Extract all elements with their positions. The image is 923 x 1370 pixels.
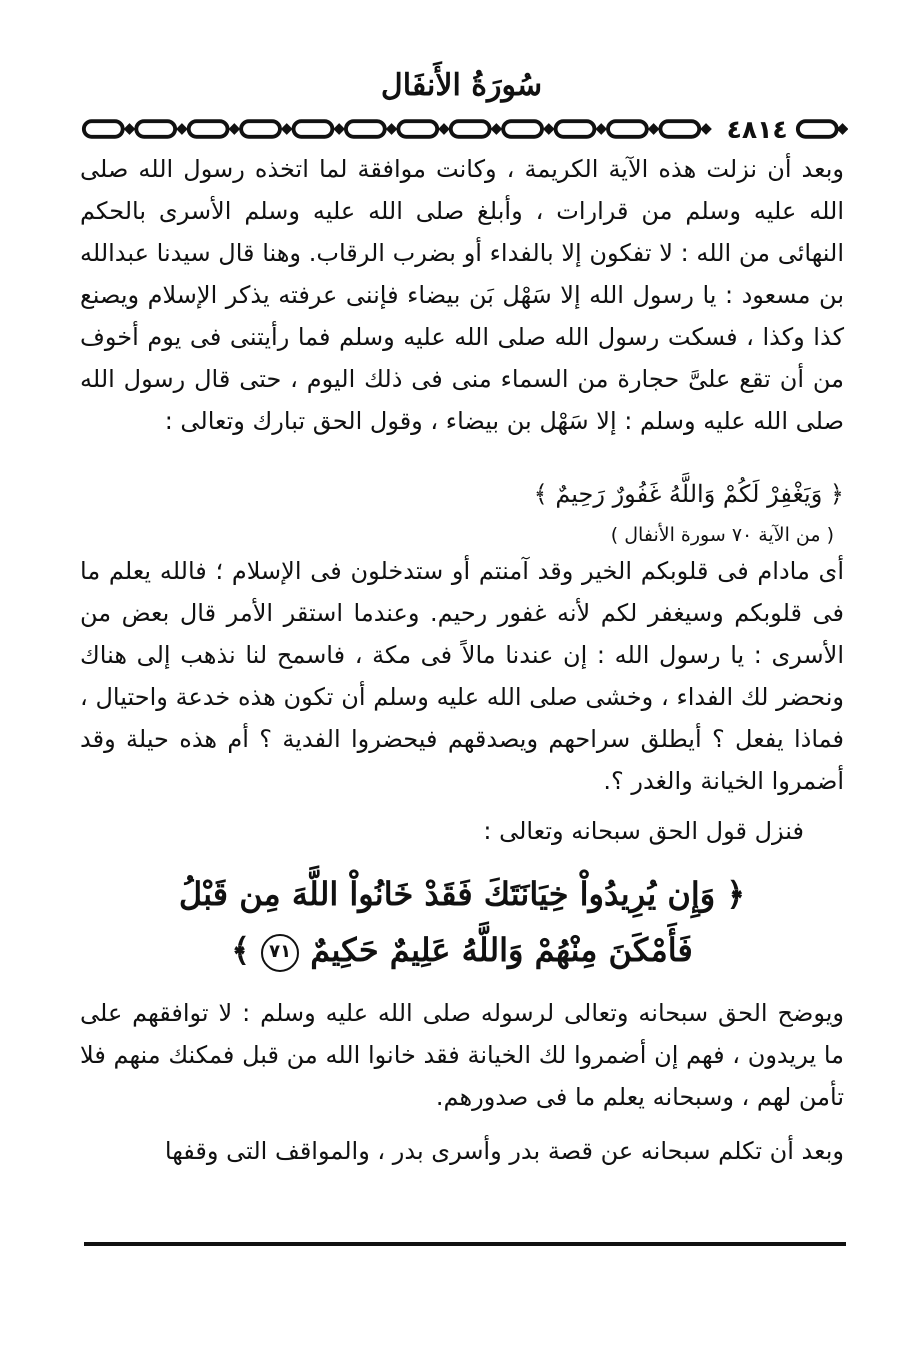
surah-title: سُورَةُ الأَنفَال <box>380 68 543 103</box>
paragraph-explanation: أى مادام فى قلوبكم الخير وقد آمنتم أو ستدخلون فى الإسلام ؛ فالله يعلم ما فى قلوبكم وسيغفر لكم لأنه غفور رحيم. وعندما استقر الأمر قال بعض من الأسرى : يا رسول الله : إن عندنا مالاً فى مكة ، فاسمح لنا نذهب إلى هناك ونحضر لك الفداء ، وخشى صلى الله عليه وسلم أن تكون هذه خدعة واحتيال ، فماذا يفعل ؟ أيطلق سراحهم ويصدقهم فيحضروا الفدية ؟ أم هذه حيلة وقد أضمروا الخيانة والغدر ؟. <box>80 557 844 795</box>
verse-line-1: ﴿ وَإِن يُرِيدُواْ خِيَانَتَكَ فَقَدْ خَانُواْ اللَّهَ مِن قَبْلُ <box>178 875 746 913</box>
header-ornament-bar <box>80 112 848 146</box>
paragraph-commentary: ويوضح الحق سبحانه وتعالى لرسوله صلى الله عليه وسلم : لا توافقهم على ما يريدون ، فهم إن أضمروا لك الخيانة فقد خانوا الله من قبل فمكنك منهم فلا تأمن لهم ، وسبحانه يعلم ما فى صدورهم. <box>80 999 844 1111</box>
verse-reference: ( من الآية ٧٠ سورة الأنفال ) <box>610 524 834 546</box>
paragraph-continuation: وبعد أن تكلم سبحانه عن قصة بدر وأسرى بدر ، والمواقف التى وقفها <box>164 1137 844 1165</box>
chain-ornament-icon <box>80 112 721 146</box>
quran-verse-block <box>80 866 844 978</box>
chain-ornament-end-icon <box>794 112 848 146</box>
verse-line-2: فَأَمْكَنَ مِنْهُمْ وَاللَّهُ عَلِيمٌ حَكِيمٌ <box>310 931 693 969</box>
paragraph-intro: وبعد أن نزلت هذه الآية الكريمة ، وكانت موافقة لما اتخذه رسول الله صلى الله عليه وسلم من قرارات ، وأبلغ صلى الله عليه وسلم الأسرى بالحكم النهائى من الله : لا تفكون إلا بالفداء أو بضرب الرقاب. وهنا قال سيدنا عبدالله بن مسعود : يا رسول الله إلا سَهْل بَن بيضاء فإننى عرفته يذكر الإسلام ويصنع كذا وكذا ، فسكت رسول الله صلى الله عليه وسلم فما رأيتنى فى يوم أخوف من أن تقع علىَّ حجارة من السماء منى فى ذلك اليوم ، حتى قال رسول الله صلى الله عليه وسلم : إلا سَهْل بن بيضاء ، وقول الحق تبارك وتعالى : <box>80 155 844 435</box>
paragraph-verse-intro: فنزل قول الحق سبحانه وتعالى : <box>483 817 804 845</box>
page-number: ٤٨١٤ <box>726 114 788 144</box>
ayah-end-ornament-icon: ﴾ <box>231 931 250 969</box>
page-body <box>80 148 844 1172</box>
quran-quote-inline: ﴿ وَيَغْفِرْ لَكُمْ وَاللَّهُ غَفُورٌ رَحِيمٌ ﴾ <box>533 480 844 508</box>
verse-line-2-wrap <box>80 922 844 978</box>
bottom-rule <box>84 1242 846 1246</box>
verse-number-badge: ٧١ <box>261 934 299 972</box>
